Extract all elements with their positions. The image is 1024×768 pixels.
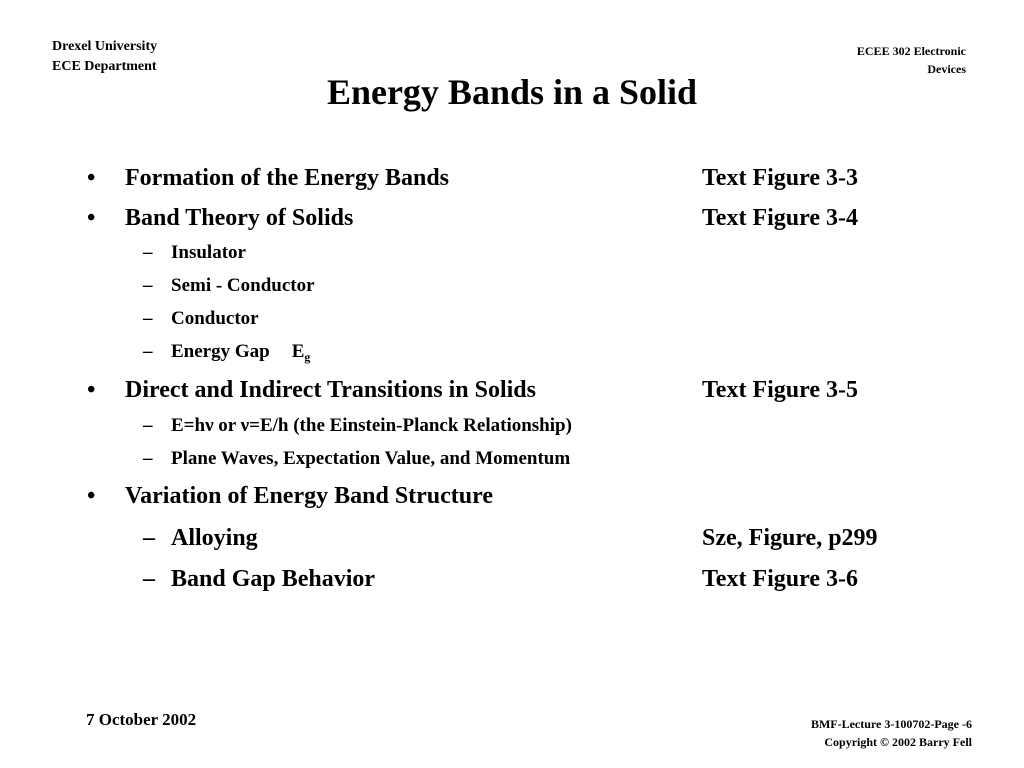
header-university: Drexel University (52, 39, 158, 54)
footer-copyright: Copyright © 2002 Barry Fell (824, 735, 972, 749)
energy-gap-subscript: g (304, 351, 311, 365)
sub-bullet-marker: – (143, 448, 153, 469)
bullet-marker: • (87, 205, 96, 231)
sub-bullet-reference: Sze, Figure, p299 (702, 525, 878, 551)
energy-gap-symbol: E (291, 341, 305, 362)
sub-bullet-marker: – (143, 566, 155, 592)
sub-bullet-text: Semi - Conductor (171, 275, 315, 296)
sub-bullet-marker: – (143, 415, 153, 436)
sub-bullet-text: Energy Gap (171, 341, 270, 362)
sub-bullet-reference: Text Figure 3-6 (702, 566, 858, 592)
bullet-reference: Text Figure 3-3 (702, 165, 858, 191)
header-department: ECE Department (52, 59, 157, 74)
footer-page-info (811, 715, 972, 751)
sub-bullet-marker: – (143, 525, 155, 551)
sub-bullet-marker: – (143, 308, 153, 329)
bullet-text: Band Theory of Solids (125, 205, 354, 231)
sub-bullet-marker: – (143, 242, 153, 263)
sub-bullet-marker: – (143, 275, 153, 296)
bullet-text: Variation of Energy Band Structure (125, 483, 494, 509)
header-course-line1: ECEE 302 Electronic (856, 44, 966, 58)
bullet-marker: • (87, 165, 96, 191)
sub-bullet-text: Band Gap Behavior (171, 566, 376, 592)
sub-bullet-energy-gap-line (171, 340, 310, 370)
footer-lecture-page: BMF-Lecture 3-100702-Page -6 (810, 717, 972, 731)
sub-bullet-text: Plane Waves, Expectation Value, and Momentum (171, 448, 571, 469)
sub-bullet-text: Alloying (171, 525, 258, 551)
bullet-reference: Text Figure 3-5 (702, 377, 858, 403)
sub-bullet-text: E=hν or ν=E/h (the Einstein-Planck Relationship) (171, 415, 572, 436)
slide-title: Energy Bands in a Solid (326, 72, 698, 112)
sub-bullet-text: Conductor (171, 308, 259, 329)
header-course-line2: Devices (927, 62, 966, 76)
footer-date: 7 October 2002 (86, 710, 197, 729)
bullet-text: Formation of the Energy Bands (125, 165, 449, 191)
sub-bullet-marker: – (143, 341, 153, 362)
bullet-text: Direct and Indirect Transitions in Solids (125, 377, 536, 403)
sub-bullet-text: Insulator (171, 242, 246, 263)
bullet-marker: • (87, 377, 96, 403)
bullet-reference: Text Figure 3-4 (702, 205, 858, 231)
bullet-marker: • (87, 483, 96, 509)
